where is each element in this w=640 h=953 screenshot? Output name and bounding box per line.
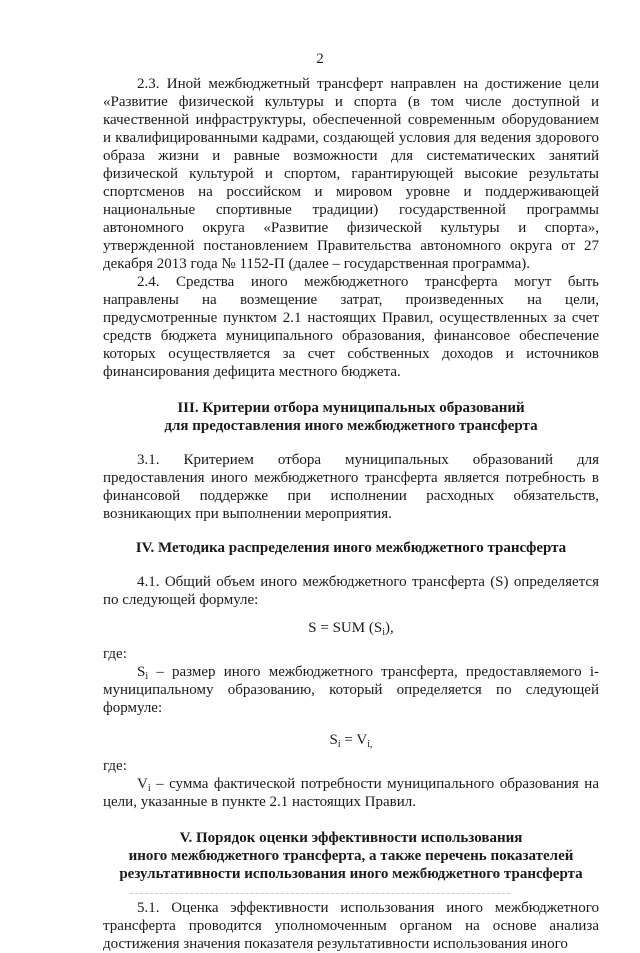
section-5-heading-line1: V. Порядок оценки эффективности использования: [179, 830, 523, 846]
paragraph-5-1: 5.1. Оценка эффективности использования иного межбюджетного трансферта проводится уполномоченным органом на основе анализа достижения значения показателя результативности использования иного: [103, 900, 599, 952]
where-label-2: где:: [103, 758, 127, 774]
paragraph-4-1: 4.1. Общий объем иного межбюджетного трансферта (S) определяется по следующей формуле:: [103, 574, 599, 608]
si-definition: $S_i$ – размер иного межбюджетного трансферта, предоставляемого i-муниципальному образованию, который определяется по следующей формуле:: [103, 664, 599, 716]
paragraph-2-4: 2.4. Средства иного межбюджетного трансферта могут быть направлены на возмещение затрат, произведенных на цели, предусмотренные пунктом 2.1 настоящих Правил, осуществленных за счет средств бюджета муниципального образования, финансовое обеспечение которых осуществляется за счет собственных доходов и источников финансирования дефицита местного бюджета.: [103, 274, 599, 380]
page-number: 2: [316, 51, 324, 67]
section-4-heading: IV. Методика распределения иного межбюджетного трансферта: [135, 540, 567, 556]
document-body: [103, 75, 599, 953]
section-5-heading-line2: иного межбюджетного трансферта, а также перечень показателей: [128, 848, 574, 864]
section-5-heading-line3: результативности использования иного межбюджетного трансферта: [119, 866, 583, 882]
scan-edge-divider: [130, 893, 510, 895]
where-label-1: где:: [103, 646, 127, 662]
section-3-heading-line2: для предоставления иного межбюджетного трансферта: [164, 418, 538, 434]
vi-definition: $V_i$ – сумма фактической потребности муниципального образования на цели, указанные в пункте 2.1 настоящих Правил.: [103, 776, 599, 810]
section-3-heading-line1: III. Критерии отбора муниципальных образований: [177, 400, 525, 416]
formula-total: S = SUM $(S_i)$,: [308, 620, 394, 638]
paragraph-3-1: 3.1. Критерием отбора муниципальных образований для предоставления иного межбюджетного трансферта является потребность в финансовой поддержке при исполнении расходных обязательств, возникающих при выполнении мероприятия.: [103, 452, 599, 522]
paragraph-2-3: 2.3. Иной межбюджетный трансферт направлен на достижение цели «Развитие физической культуры и спорта (в том числе доступной и качественной инфраструктуры, обеспеченной современным оборудованием и квалифицированными кадрами, создающей условия для ведения здорового образа жизни и равные возможности для систематических занятий физической культурой и спортом, гарантирующей высокие результаты спортсменов на российском и мировом уровне и поддерживающей национальные спортивные традиции) государственной программы автономного округа «Развитие физической культуры и спорта», утвержденной постановлением Правительства автономного округа от 27 декабря 2013 года № 1152-П (далее – государственная программа).: [103, 76, 599, 272]
formula-si: $S_i = V_{i,}$: [329, 732, 373, 750]
